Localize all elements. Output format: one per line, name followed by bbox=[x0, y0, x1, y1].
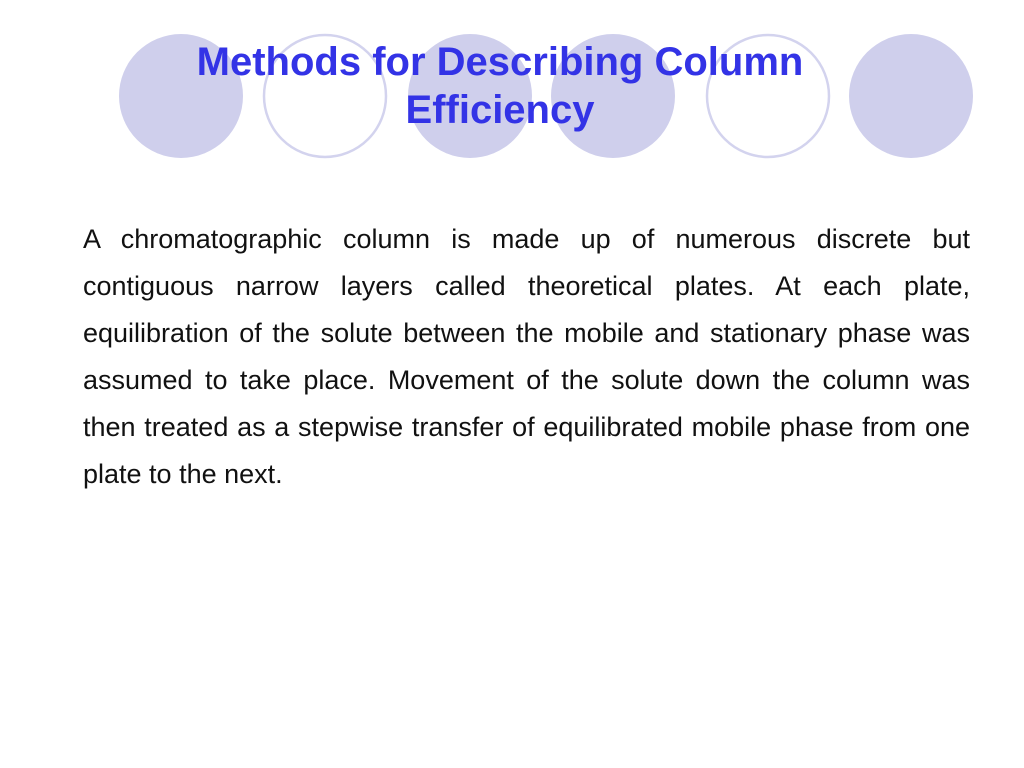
body-paragraph: A chromatographic column is made up of numerous discrete but contiguous narrow layers called theoretical plates. At each plate, equilibration of the solute between the mobile and stationary phase was assumed to take place. Movement of the solute down the column was then treated as a stepwise transfer of equilibrated mobile phase from one plate to the next. bbox=[83, 224, 970, 489]
slide-title: Methods for Describing Column Efficiency bbox=[196, 40, 804, 132]
